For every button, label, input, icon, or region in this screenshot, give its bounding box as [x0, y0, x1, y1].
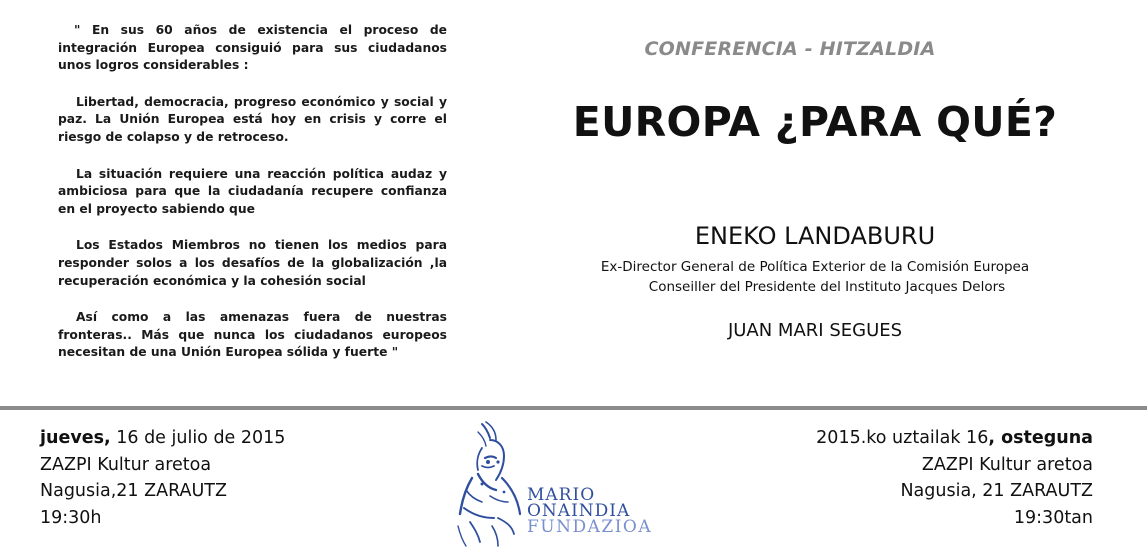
event-day-eu: , osteguna	[988, 428, 1093, 448]
event-date-es	[40, 425, 285, 452]
event-date-text-es: 16 de julio de 2015	[110, 428, 286, 448]
foundation-logo-text	[527, 487, 652, 535]
event-date-eu	[816, 425, 1093, 452]
quote-paragraph-3: La situación requiere una reacción política audaz y ambiciosa para que la ciudadanía recupere confianza en el proyecto sabiendo que	[58, 166, 447, 216]
main-speaker-name: ENEKO LANDABURU	[694, 222, 936, 250]
quote-paragraph-4: Los Estados Miembros no tienen los medios para responder solos a los desafíos de la globalización ,la recuperación económica y la cohesión social	[58, 238, 447, 288]
event-time-eu: 19:30tan	[1013, 507, 1093, 528]
quote-paragraph-1: " En sus 60 años de existencia el proceso de integración Europea consiguió para sus ciudadanos unos logros considerables :	[58, 23, 447, 73]
quote-paragraph-2: Libertad, democracia, progreso económico y social y paz. La Unión Europea está hoy en crisis y corre el riesgo de colapso y de retroceso.	[58, 94, 447, 144]
event-info-spanish	[40, 425, 285, 531]
quote-paragraph-5: Así como a las amenazas fuera de nuestras fronteras.. Más que nunca los ciudadanos europeos necesitan de una Unión Europea sólida y fuerte "	[58, 310, 447, 360]
page-title: EUROPA ¿PARA QUÉ?	[572, 98, 1058, 146]
main-speaker-role-1: Ex-Director General de Política Exterior de la Comisión Europea	[600, 259, 1030, 275]
event-venue-eu: ZAZPI Kultur aretoa	[921, 454, 1093, 475]
second-speaker-name: JUAN MARI SEGUES	[727, 320, 903, 341]
event-date-text-eu: 2015.ko uztailak 16	[816, 428, 989, 448]
event-info-basque	[816, 425, 1093, 531]
conference-label: CONFERENCIA - HITZALDIA	[644, 38, 936, 60]
logo-line-3: FUNDAZIOA	[527, 517, 653, 537]
event-venue-es: ZAZPI Kultur aretoa	[40, 454, 212, 475]
event-address-es: Nagusia,21 ZARAUTZ	[40, 481, 227, 501]
quote-block	[58, 22, 447, 381]
event-day-es: jueves,	[40, 428, 111, 448]
main-speaker-role-2: Conseiller del Presidente del Instituto Jacques Delors	[648, 279, 1006, 295]
event-address-eu: Nagusia, 21 ZARAUTZ	[900, 481, 1093, 501]
logo-line-1: MARIO	[527, 485, 596, 505]
logo-line-2: ONAINDIA	[527, 501, 631, 521]
event-time-es: 19:30h	[40, 507, 102, 528]
section-divider	[0, 406, 1147, 410]
